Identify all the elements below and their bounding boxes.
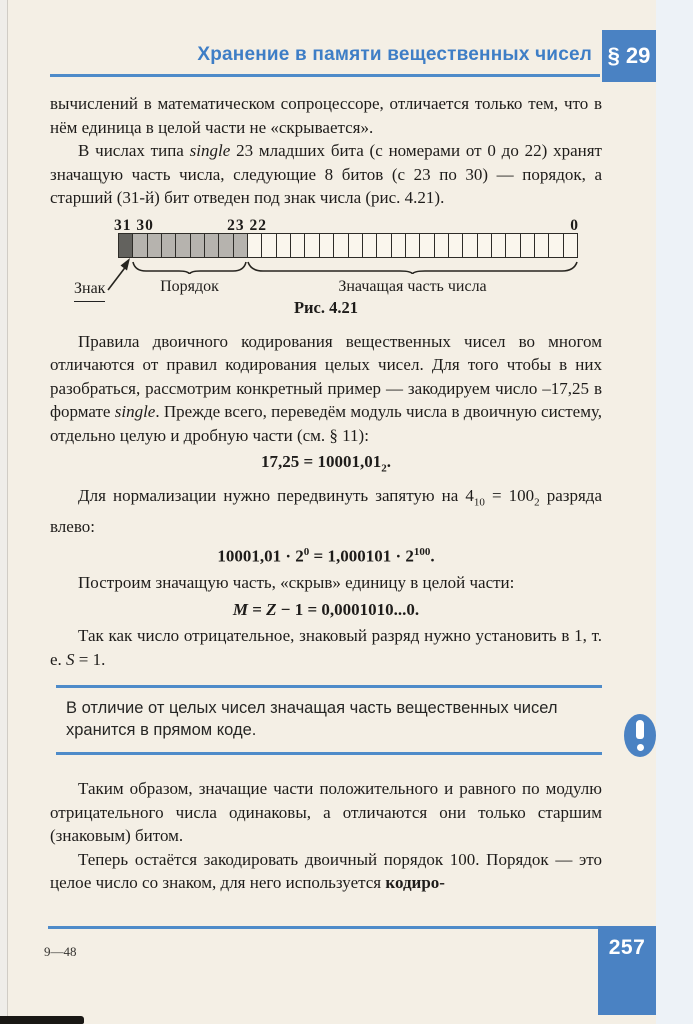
significand-bit-cell bbox=[534, 234, 548, 257]
page-edge-left bbox=[0, 0, 8, 1024]
formula-text: 17,25 = 10001,01 bbox=[261, 452, 382, 471]
sign-label: Знак bbox=[74, 277, 105, 303]
formula-mantissa bbox=[50, 598, 602, 622]
bold-term: кодиро- bbox=[385, 873, 445, 893]
significand-bit-cell bbox=[419, 234, 433, 257]
text-run: 23 младших бита (с номерами от 0 до 22) хранят значащую часть числа, следующие 8 битов (с 23 по 30) — порядок, а старший (31-й) бит отведен под знак числа (рис. 4.21). bbox=[50, 141, 602, 207]
significand-bit-cell bbox=[434, 234, 448, 257]
superscript: 100 bbox=[413, 546, 431, 559]
text-run: Теперь остаётся закодировать двоичный порядок 100. Порядок — это целое число со знаком, для него используется bbox=[50, 849, 602, 893]
formula-text: 0,0001010...0 bbox=[321, 599, 415, 619]
paragraph-rules bbox=[50, 330, 602, 448]
formula-text: 10001,01 · 2 bbox=[217, 546, 304, 566]
section-number-badge: § 29 bbox=[602, 30, 656, 82]
formula-text: . bbox=[430, 546, 435, 566]
text-run: = 100 bbox=[484, 485, 535, 505]
significand-bit-cell bbox=[348, 234, 362, 257]
italic-term: single bbox=[189, 141, 231, 160]
var-z: Z bbox=[266, 599, 277, 619]
text-run: В числах типа bbox=[78, 141, 190, 160]
exponent-bit-cell bbox=[161, 234, 175, 257]
exponent-bit-cell bbox=[204, 234, 218, 257]
significand-bit-cell bbox=[563, 234, 577, 257]
significand-bit-cell bbox=[462, 234, 476, 257]
significand-bit-cell bbox=[548, 234, 562, 257]
paragraph-sign-bit bbox=[50, 624, 602, 671]
exponent-bit-cell bbox=[233, 234, 247, 257]
formula-text: = bbox=[247, 599, 267, 619]
significand-bit-cell bbox=[290, 234, 304, 257]
formula-text: − 1 = bbox=[276, 599, 322, 619]
formula-text: . bbox=[386, 452, 391, 471]
exponent-bit-cell bbox=[132, 234, 146, 257]
text-run: Для нормализации нужно передвинуть запятую на 4 bbox=[78, 485, 474, 505]
highlight-note: В отличие от целых чисел значащая часть вещественных чисел хранится в прямом коде. bbox=[56, 685, 602, 755]
page-content bbox=[50, 92, 602, 895]
subscript: 10 bbox=[473, 496, 485, 509]
page-number-badge: 257 bbox=[598, 926, 656, 1015]
header-rule bbox=[50, 74, 600, 77]
text-run: = 1. bbox=[74, 649, 106, 669]
significand-bit-cell bbox=[448, 234, 462, 257]
significand-bit-cell bbox=[520, 234, 534, 257]
print-signature: 9—48 bbox=[44, 944, 77, 959]
superscript: 0 bbox=[303, 546, 310, 559]
formula-text: . bbox=[414, 599, 420, 619]
significand-bit-cell bbox=[247, 234, 261, 257]
figure-caption: Рис. 4.21 bbox=[293, 297, 359, 317]
text-run: Правила двоичного кодирования вещественных чисел во многом отличаются от правил кодирования целых чисел. Для того чтобы в них разобраться, рассмотрим конкретный пример — закодируем число –17,25 в формате bbox=[50, 331, 602, 421]
significand-bit-cell bbox=[261, 234, 275, 257]
italic-term: single bbox=[114, 402, 156, 421]
bit-index-0: 0 bbox=[570, 216, 578, 234]
exponent-bit-cell bbox=[190, 234, 204, 257]
significand-bit-cell bbox=[333, 234, 347, 257]
significand-bit-cell bbox=[491, 234, 505, 257]
exclamation-icon bbox=[624, 714, 656, 757]
text-run: . Прежде всего, переведём модуль числа в двоичную систему, отдельно целую и дробную части (см. § 11): bbox=[50, 402, 602, 445]
subscript: 2 bbox=[381, 462, 387, 475]
significand-bit-cell bbox=[505, 234, 519, 257]
exclamation-dot bbox=[637, 744, 644, 751]
sign-bit-cell bbox=[119, 234, 132, 257]
paragraph-single-format bbox=[50, 139, 602, 210]
figure-4-21 bbox=[50, 216, 602, 317]
exclamation-bar bbox=[636, 720, 644, 739]
significand-bit-cell bbox=[391, 234, 405, 257]
paragraph-normalization bbox=[50, 484, 602, 538]
bit-cells bbox=[118, 233, 578, 258]
significand-bit-cell bbox=[319, 234, 333, 257]
text-run: разряда влево: bbox=[50, 485, 603, 536]
paragraph-continuation: вычислений в математическом сопроцессоре, отличается только тем, что в нём единица в целой части не «скрывается». bbox=[50, 94, 602, 137]
formula-normalized bbox=[50, 541, 602, 568]
significand-bit-cell bbox=[362, 234, 376, 257]
page-gutter-right bbox=[656, 0, 693, 1024]
var-m: M bbox=[232, 599, 248, 619]
formula-text: = 1,000101 · 2 bbox=[309, 546, 414, 566]
significand-bit-cell bbox=[477, 234, 491, 257]
var-s: S bbox=[66, 649, 75, 669]
exponent-brace bbox=[132, 261, 247, 274]
bit-index-23-22: 23 22 bbox=[227, 216, 267, 234]
bit-index-31-30: 31 30 bbox=[114, 216, 154, 234]
significand-bit-cell bbox=[405, 234, 419, 257]
significand-bit-cell bbox=[304, 234, 318, 257]
paragraph-exponent-coding bbox=[50, 848, 602, 895]
text-run: Так как число отрицательное, знаковый разряд нужно установить в 1, т. е. bbox=[50, 626, 602, 669]
exponent-bit-cell bbox=[175, 234, 189, 257]
scan-shadow bbox=[0, 1016, 84, 1024]
footer-rule bbox=[48, 926, 598, 929]
exponent-bit-cell bbox=[218, 234, 232, 257]
paragraph-thus: Таким образом, значащие части положительного и равного по модулю отрицательного числа одинаковы, а отличаются они только старшим (знаковым) битом. bbox=[50, 779, 602, 846]
exponent-bit-cell bbox=[147, 234, 161, 257]
exponent-label: Порядок bbox=[160, 277, 219, 295]
formula-binary-conversion bbox=[50, 450, 602, 481]
subscript: 2 bbox=[534, 496, 540, 509]
significand-bit-cell bbox=[276, 234, 290, 257]
significand-bit-cell bbox=[376, 234, 390, 257]
significand-brace bbox=[247, 261, 578, 274]
paragraph-mantissa: Построим значащую часть, «скрыв» единицу в целой части: bbox=[78, 573, 515, 593]
significand-label: Значащая часть числа bbox=[338, 277, 487, 295]
chapter-title: Хранение в памяти вещественных чисел bbox=[197, 44, 592, 65]
